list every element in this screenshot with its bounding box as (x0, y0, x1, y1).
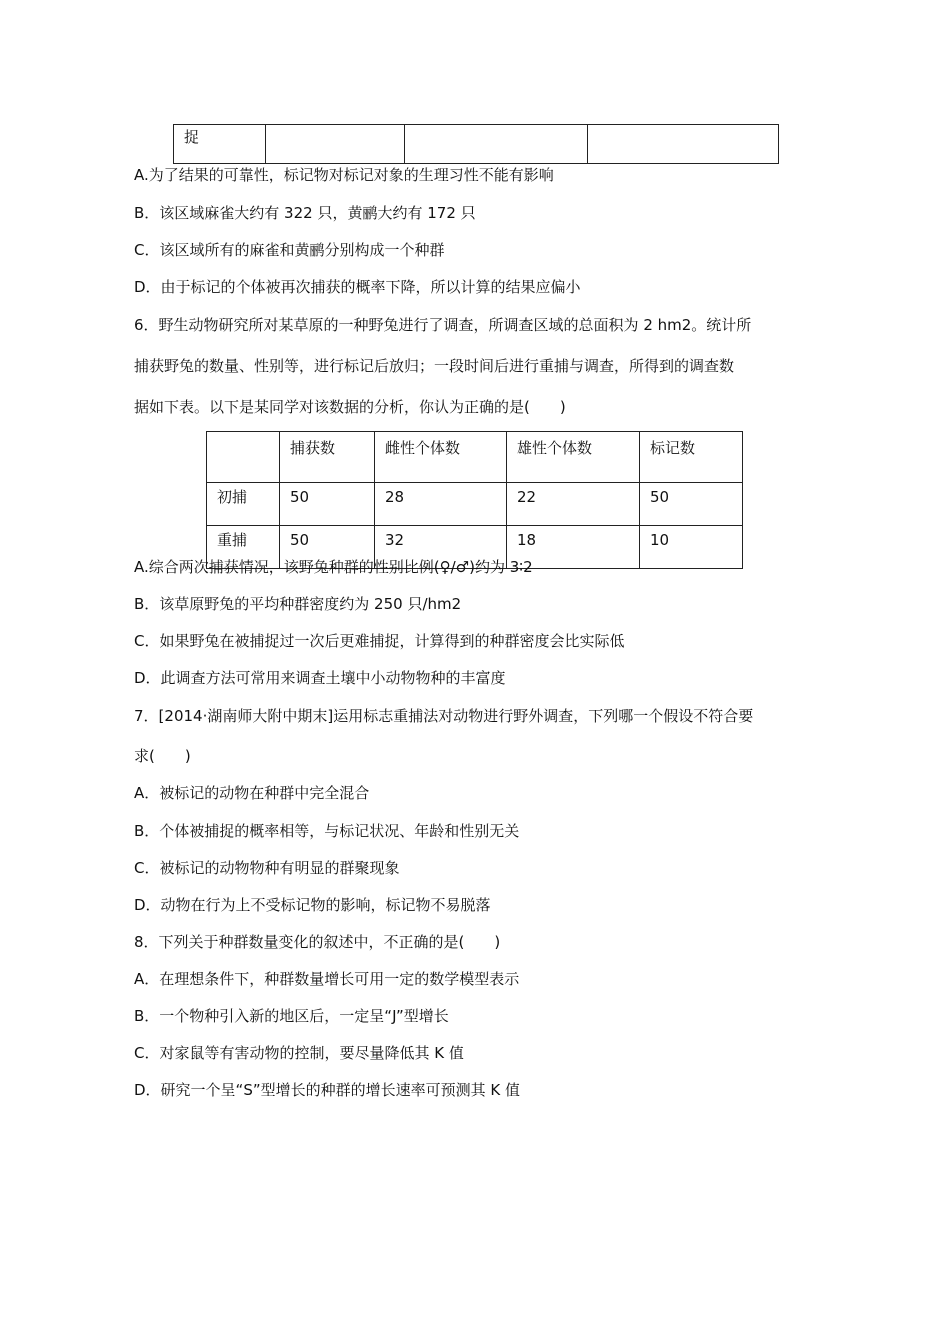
table-cell: 32 (375, 526, 507, 569)
q8-option-d: D．研究一个呈“S”型增长的种群的增长速率可预测其 K 值 (134, 1081, 520, 1099)
q6-stem-line-3: 据如下表。以下是某同学对该数据的分析，你认为正确的是( ) (134, 398, 566, 416)
q8-option-c: C．对家鼠等有害动物的控制，要尽量降低其 K 值 (134, 1044, 464, 1062)
table-header-row (207, 432, 743, 483)
table-header-cell: 雌性个体数 (375, 432, 507, 483)
q7-option-a: A．被标记的动物在种群中完全混合 (134, 784, 370, 802)
q7-stem-line-1: 7．[2014·湖南师大附中期末]运用标志重捕法对动物进行野外调查，下列哪一个假设不符合要 (134, 707, 754, 725)
q5-option-a: A.为了结果的可靠性，标记物对标记对象的生理习性不能有影响 (134, 166, 554, 184)
table-cell (405, 125, 588, 164)
table-cell: 50 (280, 483, 375, 526)
q8-option-b: B．一个物种引入新的地区后，一定呈“J”型增长 (134, 1007, 449, 1025)
table-cell: 捉 (174, 125, 266, 164)
table-cell (588, 125, 779, 164)
q7-option-d: D．动物在行为上不受标记物的影响，标记物不易脱落 (134, 896, 491, 914)
q6-option-d: D．此调查方法可常用来调查土壤中小动物物种的丰富度 (134, 669, 506, 687)
table-header-cell: 捕获数 (280, 432, 375, 483)
q6-option-a: A.综合两次捕获情况，该野兔种群的性别比例(♀/♂)约为 3∶2 (134, 558, 533, 576)
q7-stem-line-2: 求( ) (134, 747, 191, 765)
q6-stem-line-1: 6．野生动物研究所对某草原的一种野兔进行了调查，所调查区域的总面积为 2 hm2。统计所 (134, 316, 752, 334)
q7-option-b: B．个体被捕捉的概率相等，与标记状况、年龄和性别无关 (134, 822, 520, 840)
q8-option-a: A．在理想条件下，种群数量增长可用一定的数学模型表示 (134, 970, 520, 988)
table-cell (266, 125, 405, 164)
q7-option-c: C．被标记的动物物种有明显的群聚现象 (134, 859, 400, 877)
q5-option-d: D．由于标记的个体被再次捕获的概率下降，所以计算的结果应偏小 (134, 278, 581, 296)
q6-option-b: B．该草原野兔的平均种群密度约为 250 只/hm2 (134, 595, 462, 613)
table-header-cell: 雄性个体数 (507, 432, 640, 483)
table-header-cell: 标记数 (640, 432, 743, 483)
rabbit-survey-table (206, 431, 743, 569)
q5-option-c: C．该区域所有的麻雀和黄鹂分别构成一个种群 (134, 241, 445, 259)
table-cell: 18 (507, 526, 640, 569)
q6-option-c: C．如果野兔在被捕捉过一次后更难捕捉，计算得到的种群密度会比实际低 (134, 632, 625, 650)
table-cell: 28 (375, 483, 507, 526)
table-header-cell (207, 432, 280, 483)
table-cell: 10 (640, 526, 743, 569)
table-cell: 22 (507, 483, 640, 526)
table-cell: 50 (640, 483, 743, 526)
table-row (207, 483, 743, 526)
table-cell: 初捕 (207, 483, 280, 526)
table-cell: 50 (280, 526, 375, 569)
q8-stem-line-1: 8．下列关于种群数量变化的叙述中，不正确的是( ) (134, 933, 501, 951)
q5-option-b: B．该区域麻雀大约有 322 只，黄鹂大约有 172 只 (134, 204, 476, 222)
table-cell: 重捕 (207, 526, 280, 569)
q6-stem-line-2: 捕获野兔的数量、性别等，进行标记后放归；一段时间后进行重捕与调查，所得到的调查数 (134, 357, 735, 375)
table-row (174, 125, 779, 164)
previous-question-table (173, 124, 779, 164)
